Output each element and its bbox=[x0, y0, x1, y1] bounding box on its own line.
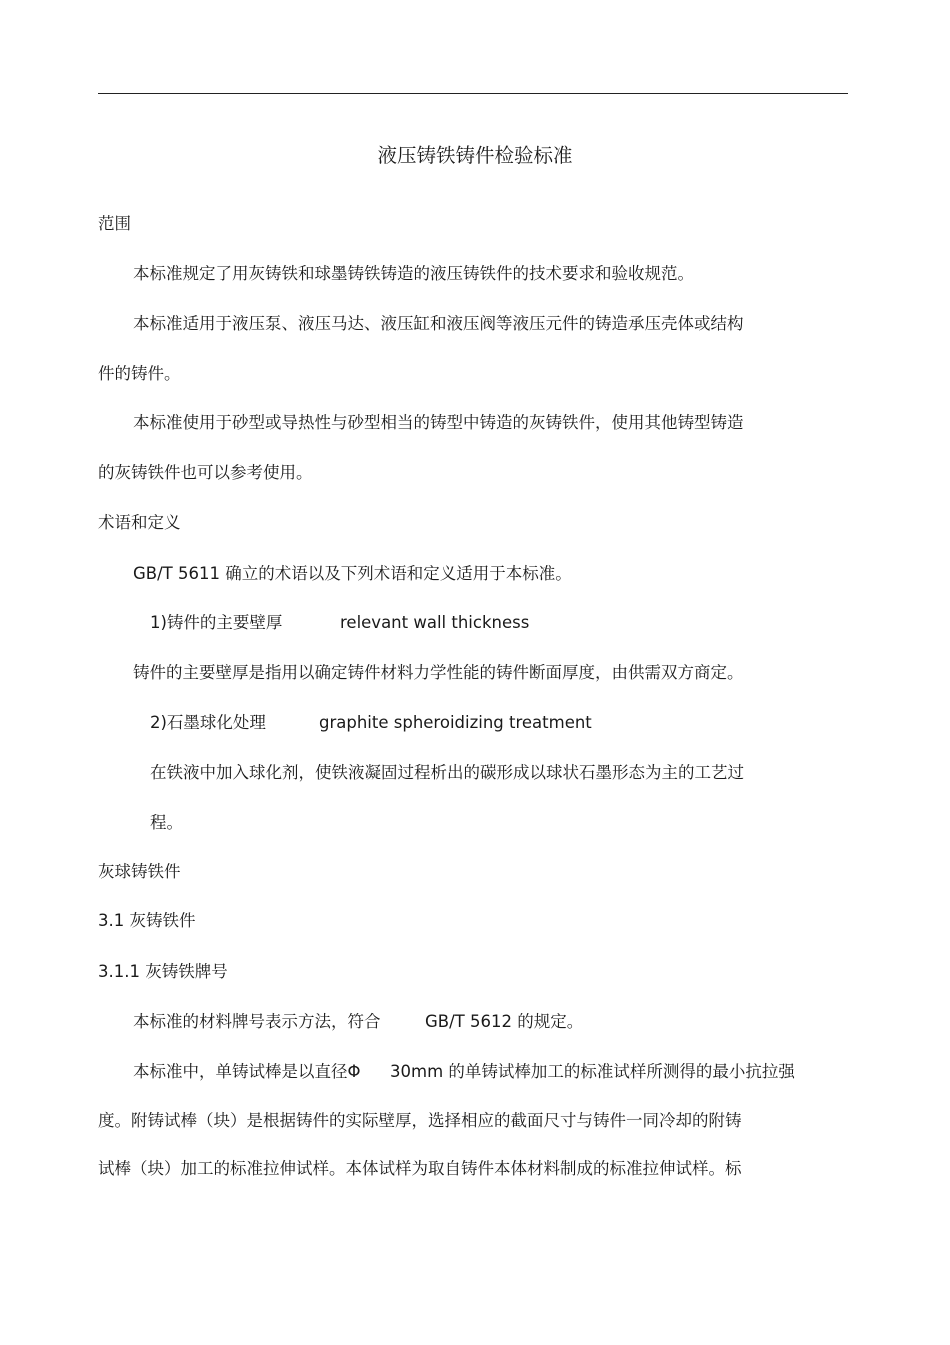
grade-paragraph-text: 本标准的材料牌号表示方法，符合 bbox=[133, 1012, 381, 1031]
scope-paragraph-2-line-1: 本标准适用于液压泵、液压马达、液压缸和液压阀等液压元件的铸造承压壳体或结构 bbox=[133, 314, 744, 333]
castings-heading: 灰球铸铁件 bbox=[98, 862, 181, 881]
term-1 bbox=[150, 612, 529, 634]
test-bar-paragraph-line-1 bbox=[133, 1061, 795, 1083]
grade-paragraph-reference: GB/T 5612 的规定。 bbox=[425, 1012, 584, 1031]
section-3-1-heading: 3.1 灰铸铁件 bbox=[98, 911, 196, 930]
test-bar-paragraph-line-2: 度。附铸试棒（块）是根据铸件的实际壁厚，选择相应的截面尺寸与铸件一同冷却的附铸 bbox=[98, 1111, 742, 1130]
scope-paragraph-2-line-2: 件的铸件。 bbox=[98, 364, 181, 383]
test-bar-paragraph-line-1-a: 本标准中，单铸试棒是以直径Φ bbox=[133, 1062, 361, 1081]
scope-paragraph-3-line-1: 本标准使用于砂型或导热性与砂型相当的铸型中铸造的灰铸铁件，使用其他铸型铸造 bbox=[133, 413, 744, 432]
scope-paragraph-3-line-2: 的灰铸铁件也可以参考使用。 bbox=[98, 463, 313, 482]
term-2-english: graphite spheroidizing treatment bbox=[319, 713, 592, 732]
scope-heading: 范围 bbox=[98, 214, 131, 233]
term-2-chinese: 2)石墨球化处理 bbox=[150, 713, 266, 732]
terms-intro: GB/T 5611 确立的术语以及下列术语和定义适用于本标准。 bbox=[133, 564, 572, 583]
test-bar-paragraph-line-1-b: 30mm 的单铸试棒加工的标准试样所测得的最小抗拉强 bbox=[390, 1062, 795, 1081]
section-3-1-1-heading: 3.1.1 灰铸铁牌号 bbox=[98, 962, 228, 981]
term-1-definition: 铸件的主要壁厚是指用以确定铸件材料力学性能的铸件断面厚度，由供需双方商定。 bbox=[133, 663, 744, 682]
header-rule bbox=[98, 93, 848, 94]
term-2 bbox=[150, 712, 592, 734]
test-bar-paragraph-line-3: 试棒（块）加工的标准拉伸试样。本体试样为取自铸件本体材料制成的标准拉伸试样。标 bbox=[98, 1159, 742, 1178]
grade-paragraph bbox=[133, 1011, 583, 1033]
document-title: 液压铸铁铸件检验标准 bbox=[377, 144, 573, 167]
term-1-chinese: 1)铸件的主要壁厚 bbox=[150, 613, 283, 632]
scope-paragraph-1: 本标准规定了用灰铸铁和球墨铸铁铸造的液压铸铁件的技术要求和验收规范。 bbox=[133, 264, 694, 283]
term-2-definition-line-1: 在铁液中加入球化剂，使铁液凝固过程析出的碳形成以球状石墨形态为主的工艺过 bbox=[150, 763, 744, 782]
terms-heading: 术语和定义 bbox=[98, 513, 181, 532]
term-2-definition-line-2: 程。 bbox=[150, 813, 183, 832]
term-1-english: relevant wall thickness bbox=[340, 613, 530, 632]
